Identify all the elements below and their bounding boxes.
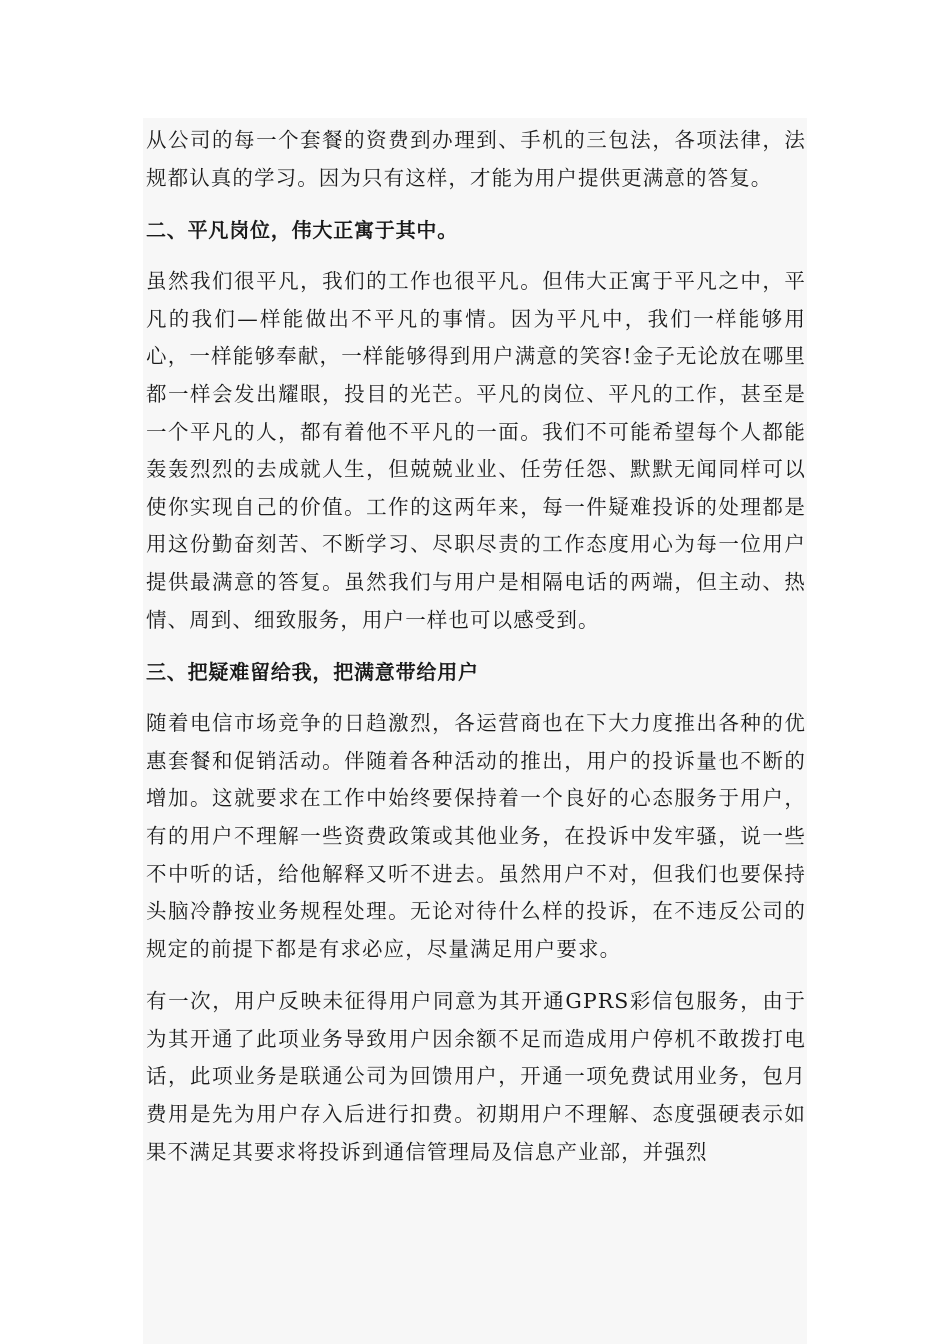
- section-heading-2: 二、平凡岗位，伟大正寓于其中。: [146, 218, 458, 243]
- paragraph-4: 有一次，用户反映未征得用户同意为其开通GPRS彩信包服务，由于为其开通了此项业务导致用户因余额不足而造成用户停机不敢拨打电话，此项业务是联通公司为回馈用户，开通一项免费试用业务，包月费用是先为用户存入后进行扣费。初期用户不理解、态度强硬表示如果不满足其要求将投诉到通信管理局及信息产业部，并强烈: [146, 989, 806, 1164]
- paragraph-3: 随着电信市场竞争的日趋激烈，各运营商也在下大力度推出各种的优惠套餐和促销活动。伴随着各种活动的推出，用户的投诉量也不断的增加。这就要求在工作中始终要保持着一个良好的心态服务于用户，有的用户不理解一些资费政策或其他业务，在投诉中发牢骚，说一些不中听的话，给他解释又听不进去。虽然用户不对，但我们也要保持头脑冷静按业务规程处理。无论对待什么样的投诉，在不违反公司的规定的前提下都是有求必应，尽量满足用户要求。: [146, 711, 806, 961]
- document-body: [146, 122, 806, 1171]
- paragraph-1: 从公司的每一个套餐的资费到办理到、手机的三包法，各项法律，法规都认真的学习。因为只有这样，才能为用户提供更满意的答复。: [146, 128, 806, 190]
- paragraph-2: 虽然我们很平凡，我们的工作也很平凡。但伟大正寓于平凡之中，平凡的我们—样能做出不平凡的事情。因为平凡中，我们一样能够用心，一样能够奉献，一样能够得到用户满意的笑容!金子无论放在哪里都一样会发出耀眼，投目的光芒。平凡的岗位、平凡的工作，甚至是一个平凡的人，都有着他不平凡的一面。我们不可能希望每个人都能轰轰烈烈的去成就人生，但兢兢业业、任劳任怨、默默无闻同样可以使你实现自己的价值。工作的这两年来，每一件疑难投诉的处理都是用这份勤奋刻苦、不断学习、尽职尽责的工作态度用心为每一位用户提供最满意的答复。虽然我们与用户是相隔电话的两端，但主动、热情、周到、细致服务，用户一样也可以感受到。: [146, 269, 806, 632]
- section-heading-3: 三、把疑难留给我，把满意带给用户: [146, 660, 479, 685]
